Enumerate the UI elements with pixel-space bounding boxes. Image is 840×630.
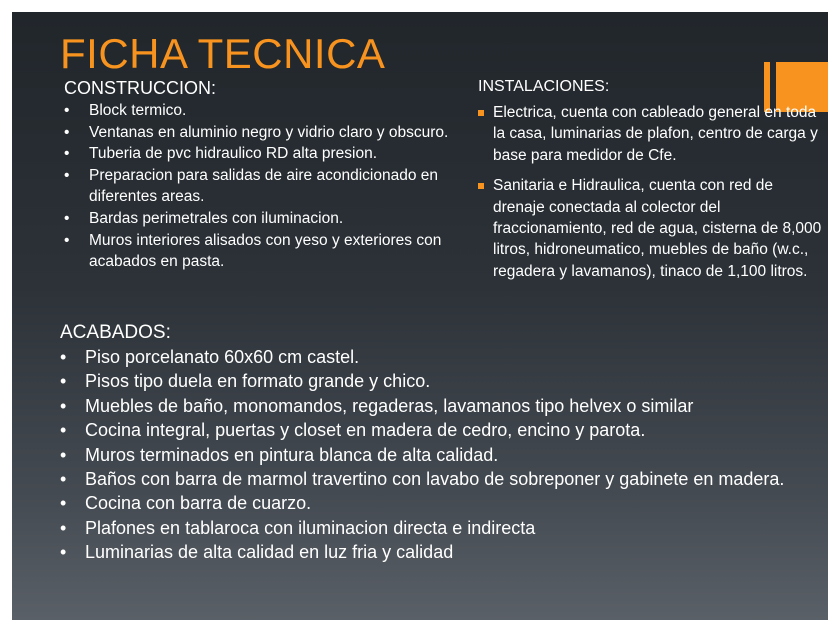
construccion-item: • Tuberia de pvc hidraulico RD alta presion.: [64, 143, 464, 165]
acabados-item: • Cocina con barra de cuarzo.: [60, 491, 800, 515]
acabados-item: • Cocina integral, puertas y closet en madera de cedro, encino y parota.: [60, 418, 800, 442]
construccion-item: • Muros interiores alisados con yeso y exteriores con acabados en pasta.: [64, 230, 464, 273]
construccion-list: [64, 100, 464, 273]
instalaciones-heading: INSTALACIONES:: [478, 78, 610, 95]
acabados-heading: ACABADOS:: [60, 322, 171, 343]
instalaciones-list: [478, 102, 823, 291]
construccion-item: • Preparacion para salidas de aire acondicionado en diferentes areas.: [64, 165, 464, 208]
acabados-item: • Muebles de baño, monomandos, regaderas, lavamanos tipo helvex o similar: [60, 394, 800, 418]
instalaciones-item: Electrica, cuenta con cableado general en toda la casa, luminarias de plafon, centro de carga y base para medidor de Cfe.: [478, 102, 823, 166]
acabados-item: • Plafones en tablaroca con iluminacion directa e indirecta: [60, 516, 800, 540]
acabados-item: • Muros terminados en pintura blanca de alta calidad.: [60, 443, 800, 467]
slide: [12, 12, 828, 620]
construccion-heading: CONSTRUCCION:: [64, 78, 216, 98]
acabados-item: • Baños con barra de marmol travertino con lavabo de sobreponer y gabinete en madera.: [60, 467, 800, 491]
construccion-item: • Ventanas en aluminio negro y vidrio claro y obscuro.: [64, 122, 464, 144]
acabados-list: [60, 345, 800, 565]
acabados-item: • Pisos tipo duela en formato grande y chico.: [60, 369, 800, 393]
acabados-item: • Piso porcelanato 60x60 cm castel.: [60, 345, 800, 369]
construccion-item: • Bardas perimetrales con iluminacion.: [64, 208, 464, 230]
instalaciones-item: Sanitaria e Hidraulica, cuenta con red de drenaje conectada al colector del fraccionamiento, red de agua, cisterna de 8,000 litros, hidroneumatico, muebles de baño (w.c., regadera y lavamanos), tinaco de 1,100 litros.: [478, 175, 823, 282]
acabados-item: • Luminarias de alta calidad en luz fria y calidad: [60, 540, 800, 564]
construccion-item: • Block termico.: [64, 100, 464, 122]
slide-title: FICHA TECNICA: [60, 30, 386, 77]
